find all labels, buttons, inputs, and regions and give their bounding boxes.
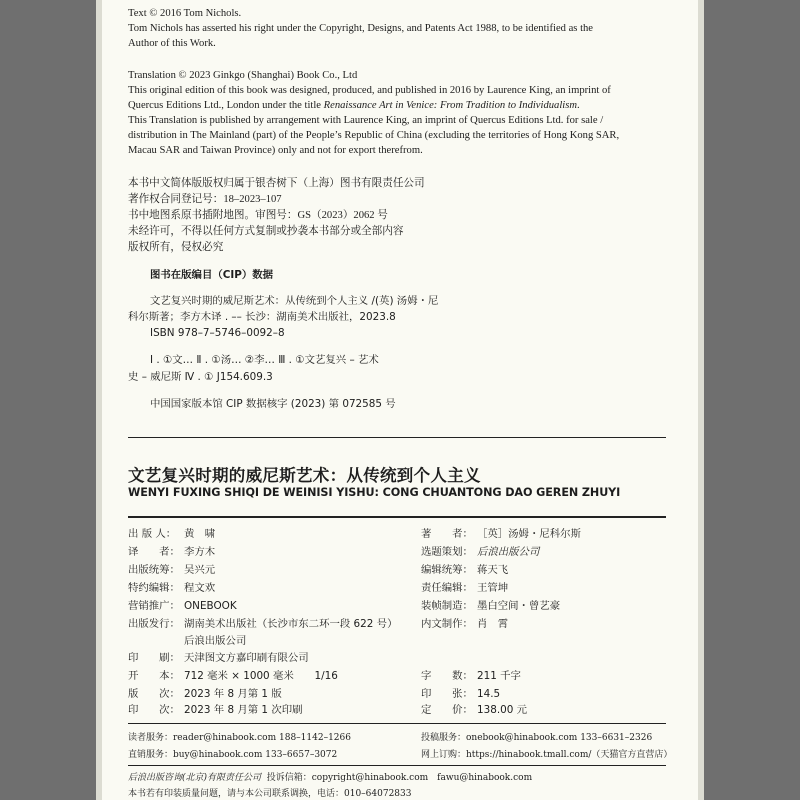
spec-label: 开 本： [128,670,180,682]
divider [128,437,666,438]
spec-label: 印 张： [421,688,473,700]
book-title-cn: 文艺复兴时期的威尼斯艺术：从传统到个人主义 [128,466,481,485]
spec-value: 2023 年 8 月第 1 次印刷 [184,704,303,716]
rights-line: 未经许可，不得以任何方式复制或抄袭本书部分或全部内容 [128,226,404,237]
credit-label: 编辑统筹： [421,564,473,576]
credit-row [128,543,215,561]
spec-label: 印 次： [128,704,180,716]
credit-value: 吴兴元 [184,564,216,576]
cip-classification: Ⅰ . ①文… Ⅱ . ①汤… ②李… Ⅲ . ①文艺复兴 – 艺术 [150,354,379,366]
credit-label: 装帧制造： [421,600,473,612]
credit-label: 特约编辑： [128,582,180,594]
credit-row [421,597,560,615]
complaint-mailbox: 投诉信箱：copyright@hinabook.com fawu@hinabook.com [266,773,533,783]
translation-block [128,68,619,158]
credit-label: 出版统筹： [128,564,180,576]
divider [128,765,666,766]
divider [128,723,666,724]
translation-line: This Translation is published by arrangement with Laurence King, an imprint of Quercus Editions Ltd. for sale / [128,115,604,126]
credit-label: 著 者： [421,528,473,540]
page-edge-right [698,0,704,800]
credit-row [128,649,309,667]
credit-row [128,632,246,650]
credit-label: 出 版 人： [128,528,177,540]
submission-service: 投稿服务：onebook@hinabook.com 133–6631–2326 [421,733,653,743]
translation-line: distribution in The Mainland (part) of the People’s Republic of China (excluding the territories of Hong Kong SAR, [128,130,620,141]
credit-row [128,615,397,633]
credit-label: 责任编辑： [421,582,473,594]
credit-value: 天津图文方嘉印刷有限公司 [184,652,309,664]
spec-value: 14.5 [477,688,501,700]
credit-value: ［英］汤姆・尼科尔斯 [477,528,581,540]
spec-label: 版 次： [128,688,180,700]
direct-sales-service: 直销服务：buy@hinabook.com 133–6657–3072 [128,750,338,760]
reader-service: 读者服务：reader@hinabook.com 188–1142–1266 [128,733,351,743]
rights-line: 版权所有，侵权必究 [128,242,224,253]
credit-row [128,579,215,597]
copyright-line: Author of this Work. [128,38,216,49]
credit-value: 程文欢 [184,582,216,594]
credit-row [128,597,237,615]
divider [128,516,666,518]
credit-value: 后浪出版公司 [184,635,247,647]
credit-row [421,525,581,543]
credit-value: 湖南美术出版社（长沙市东二环一段 622 号） [184,618,398,630]
credit-row [421,579,508,597]
credit-row [421,543,539,561]
spec-value: 2023 年 8 月第 1 版 [184,688,282,700]
book-title-en: WENYI FUXING SHIQI DE WEINISI YISHU: CONG CHUANTONG DAO GEREN ZHUYI [128,486,621,499]
credit-value: 黄 啸 [184,528,216,540]
rights-line: 著作权合同登记号：18–2023–107 [128,194,282,205]
credit-value: 后浪出版公司 [477,546,540,558]
spec-value: 712 毫米 × 1000 毫米 1/16 [184,670,338,682]
cip-library-number: 中国国家版本馆 CIP 数据核字 (2023) 第 072585 号 [150,398,396,410]
credit-row [128,561,215,579]
credit-label: 印 刷： [128,652,180,664]
spec-row [128,667,338,685]
translation-line: Macau SAR and Taiwan Province) only and not for export therefrom. [128,145,423,156]
credit-value: ONEBOOK [184,600,237,612]
spec-value: 211 千字 [477,670,521,682]
credit-label: 出版发行： [128,618,180,630]
spec-row [421,667,521,685]
cip-description: 科尔斯著；李方木译 . –– 长沙：湖南美术出版社，2023.8 [128,311,396,323]
rights-line: 本书中文简体版版权归属于银杏树下（上海）图书有限责任公司 [128,178,425,189]
credit-label: 内文制作： [421,618,473,630]
cip-isbn: ISBN 978–7–5746–0092–8 [150,327,285,339]
credit-row [128,525,215,543]
original-edition-line: This original edition of this book was designed, produced, and published in 2016 by Laurence King, an imprint of [128,85,611,96]
copyright-line: Text © 2016 Tom Nichols. [128,8,242,19]
spec-label: 定 价： [421,704,473,716]
rights-block [128,176,425,256]
credit-value: 王管坤 [477,582,509,594]
original-edition-text: Quercus Editions Ltd., London under the title [128,100,324,111]
original-title: Renaissance Art in Venice: From Tradition to Individualism [323,100,577,111]
spec-row [128,701,303,719]
credit-value: 肖 霄 [477,618,509,630]
credit-label: 译 者： [128,546,180,558]
credit-value: 李方木 [184,546,216,558]
rights-line: 书中地图系原书插附地图。审图号：GS（2023）2062 号 [128,210,388,221]
quality-notice: 本书若有印装质量问题，请与本公司联系调换，电话：010–64072833 [128,789,412,799]
copyright-line: Tom Nichols has asserted his right under the Copyright, Designs, and Patents Act 1988, to be identified as the [128,23,594,34]
copyright-block [128,6,593,51]
translation-line: Translation © 2023 Ginkgo (Shanghai) Book Co., Ltd [128,70,358,81]
spec-label: 字 数： [421,670,473,682]
credit-row [421,561,508,579]
credit-row [421,615,508,633]
original-edition-line [128,98,619,113]
credit-label: 选题策划： [421,546,473,558]
credit-value: 蒋天飞 [477,564,509,576]
original-edition-text: . [577,100,580,111]
cip-heading: 图书在版编目（CIP）数据 [150,269,274,281]
company-name: 后浪出版咨询(北京)有限责任公司 [128,773,262,783]
credit-label: 营销推广： [128,600,180,612]
online-order-service: 网上订购：https://hinabook.tmall.com/（天猫官方直营店） [421,750,673,760]
cip-classification: 史 – 威尼斯 Ⅳ . ① J154.609.3 [128,371,273,383]
footer-company-line [128,770,532,783]
credit-value: 墨白空间・曾艺豪 [477,600,561,612]
spec-row [421,701,527,719]
cip-description: 文艺复兴时期的威尼斯艺术：从传统到个人主义 /(英) 汤姆・尼 [150,295,439,307]
spec-value: 138.00 元 [477,704,528,716]
